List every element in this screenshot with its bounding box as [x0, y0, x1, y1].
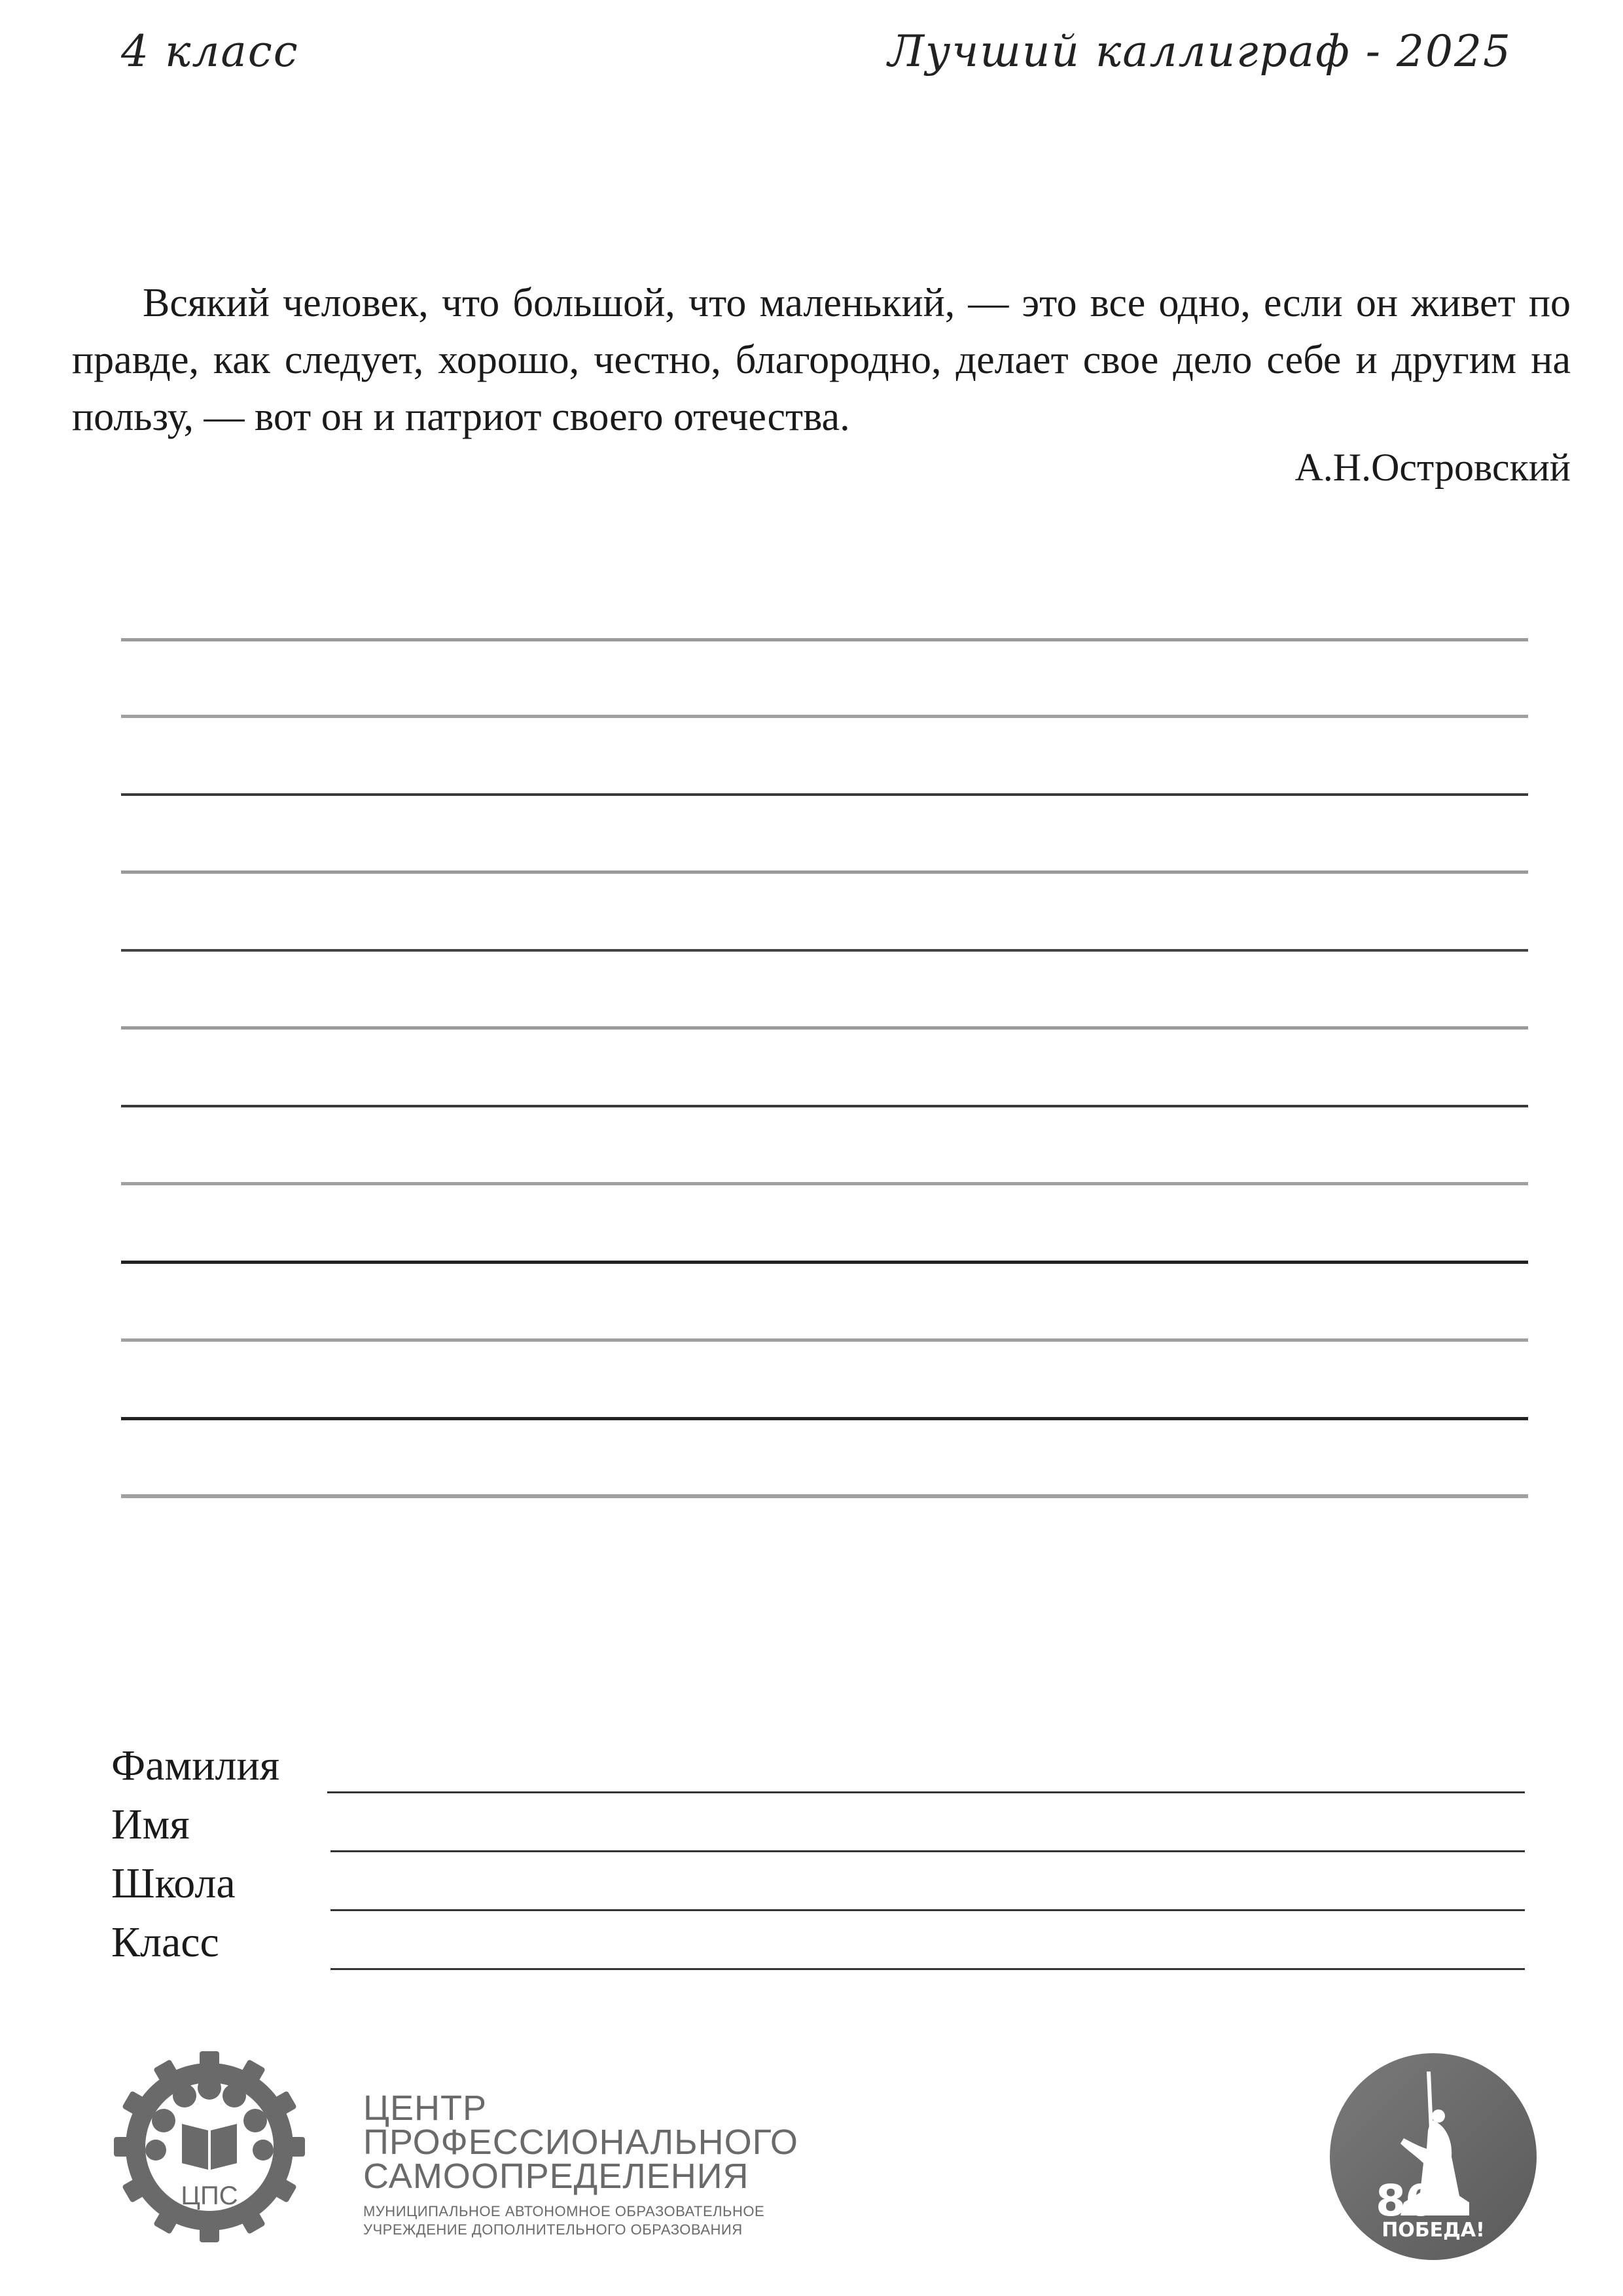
class-field[interactable]: [330, 1968, 1525, 1970]
writing-line[interactable]: [121, 793, 1528, 796]
logo-text: ЦПС: [181, 2181, 238, 2210]
writing-line[interactable]: [121, 1026, 1528, 1030]
name-field[interactable]: [330, 1850, 1525, 1852]
school-row: [111, 1859, 1525, 1918]
student-info-form: [111, 1741, 1525, 1977]
writing-line[interactable]: [121, 1261, 1528, 1264]
writing-line[interactable]: [121, 1105, 1528, 1107]
writing-line[interactable]: [121, 949, 1528, 952]
writing-line[interactable]: [121, 1182, 1528, 1185]
writing-line[interactable]: [121, 638, 1528, 641]
name-label: Имя: [111, 1801, 190, 1848]
quote-author: А.Н.Островский: [1294, 446, 1571, 489]
grade-label: 4 класс: [121, 26, 299, 77]
school-label: Школа: [111, 1859, 236, 1907]
writing-line[interactable]: [121, 870, 1528, 874]
writing-line[interactable]: [121, 715, 1528, 718]
org-line-2: ПРОФЕССИОНАЛЬНОГО: [363, 2123, 798, 2162]
victory-80-emblem: [1329, 2052, 1538, 2261]
writing-line[interactable]: [121, 1494, 1528, 1498]
writing-line[interactable]: [121, 1338, 1528, 1342]
surname-label: Фамилия: [111, 1742, 280, 1789]
writing-lines[interactable]: [121, 0, 1528, 1571]
school-field[interactable]: [330, 1909, 1525, 1911]
surname-field[interactable]: [327, 1791, 1525, 1793]
name-row: [111, 1800, 1525, 1859]
surname-row: [111, 1741, 1525, 1800]
org-line-3: САМООПРЕДЕЛЕНИЯ: [363, 2157, 749, 2196]
org-subtitle-1: МУНИЦИПАЛЬНОЕ АВТОНОМНОЕ ОБРАЗОВАТЕЛЬНОЕ: [363, 2203, 765, 2219]
org-line-1: ЦЕНТР: [363, 2089, 487, 2128]
victory-number: 80: [1376, 2176, 1436, 2226]
quote-text: Всякий человек, что большой, что маленький, — это все одно, если он живет по правде, как следует, хорошо, честно, благородно, делает свое дело себе и другим на пользу, — вот он и патриот своего отечества.: [72, 281, 1571, 439]
class-label: Класс: [111, 1918, 219, 1966]
contest-title: Лучший каллиграф - 2025: [887, 26, 1512, 77]
victory-text: ПОБЕДА!: [1382, 2219, 1485, 2242]
cps-gear-logo: [111, 2049, 308, 2245]
class-row: [111, 1918, 1525, 1977]
writing-line[interactable]: [121, 1417, 1528, 1420]
organization-name: [363, 2091, 798, 2239]
org-subtitle-2: УЧРЕЖДЕНИЕ ДОПОЛНИТЕЛЬНОГО ОБРАЗОВАНИЯ: [363, 2221, 743, 2238]
